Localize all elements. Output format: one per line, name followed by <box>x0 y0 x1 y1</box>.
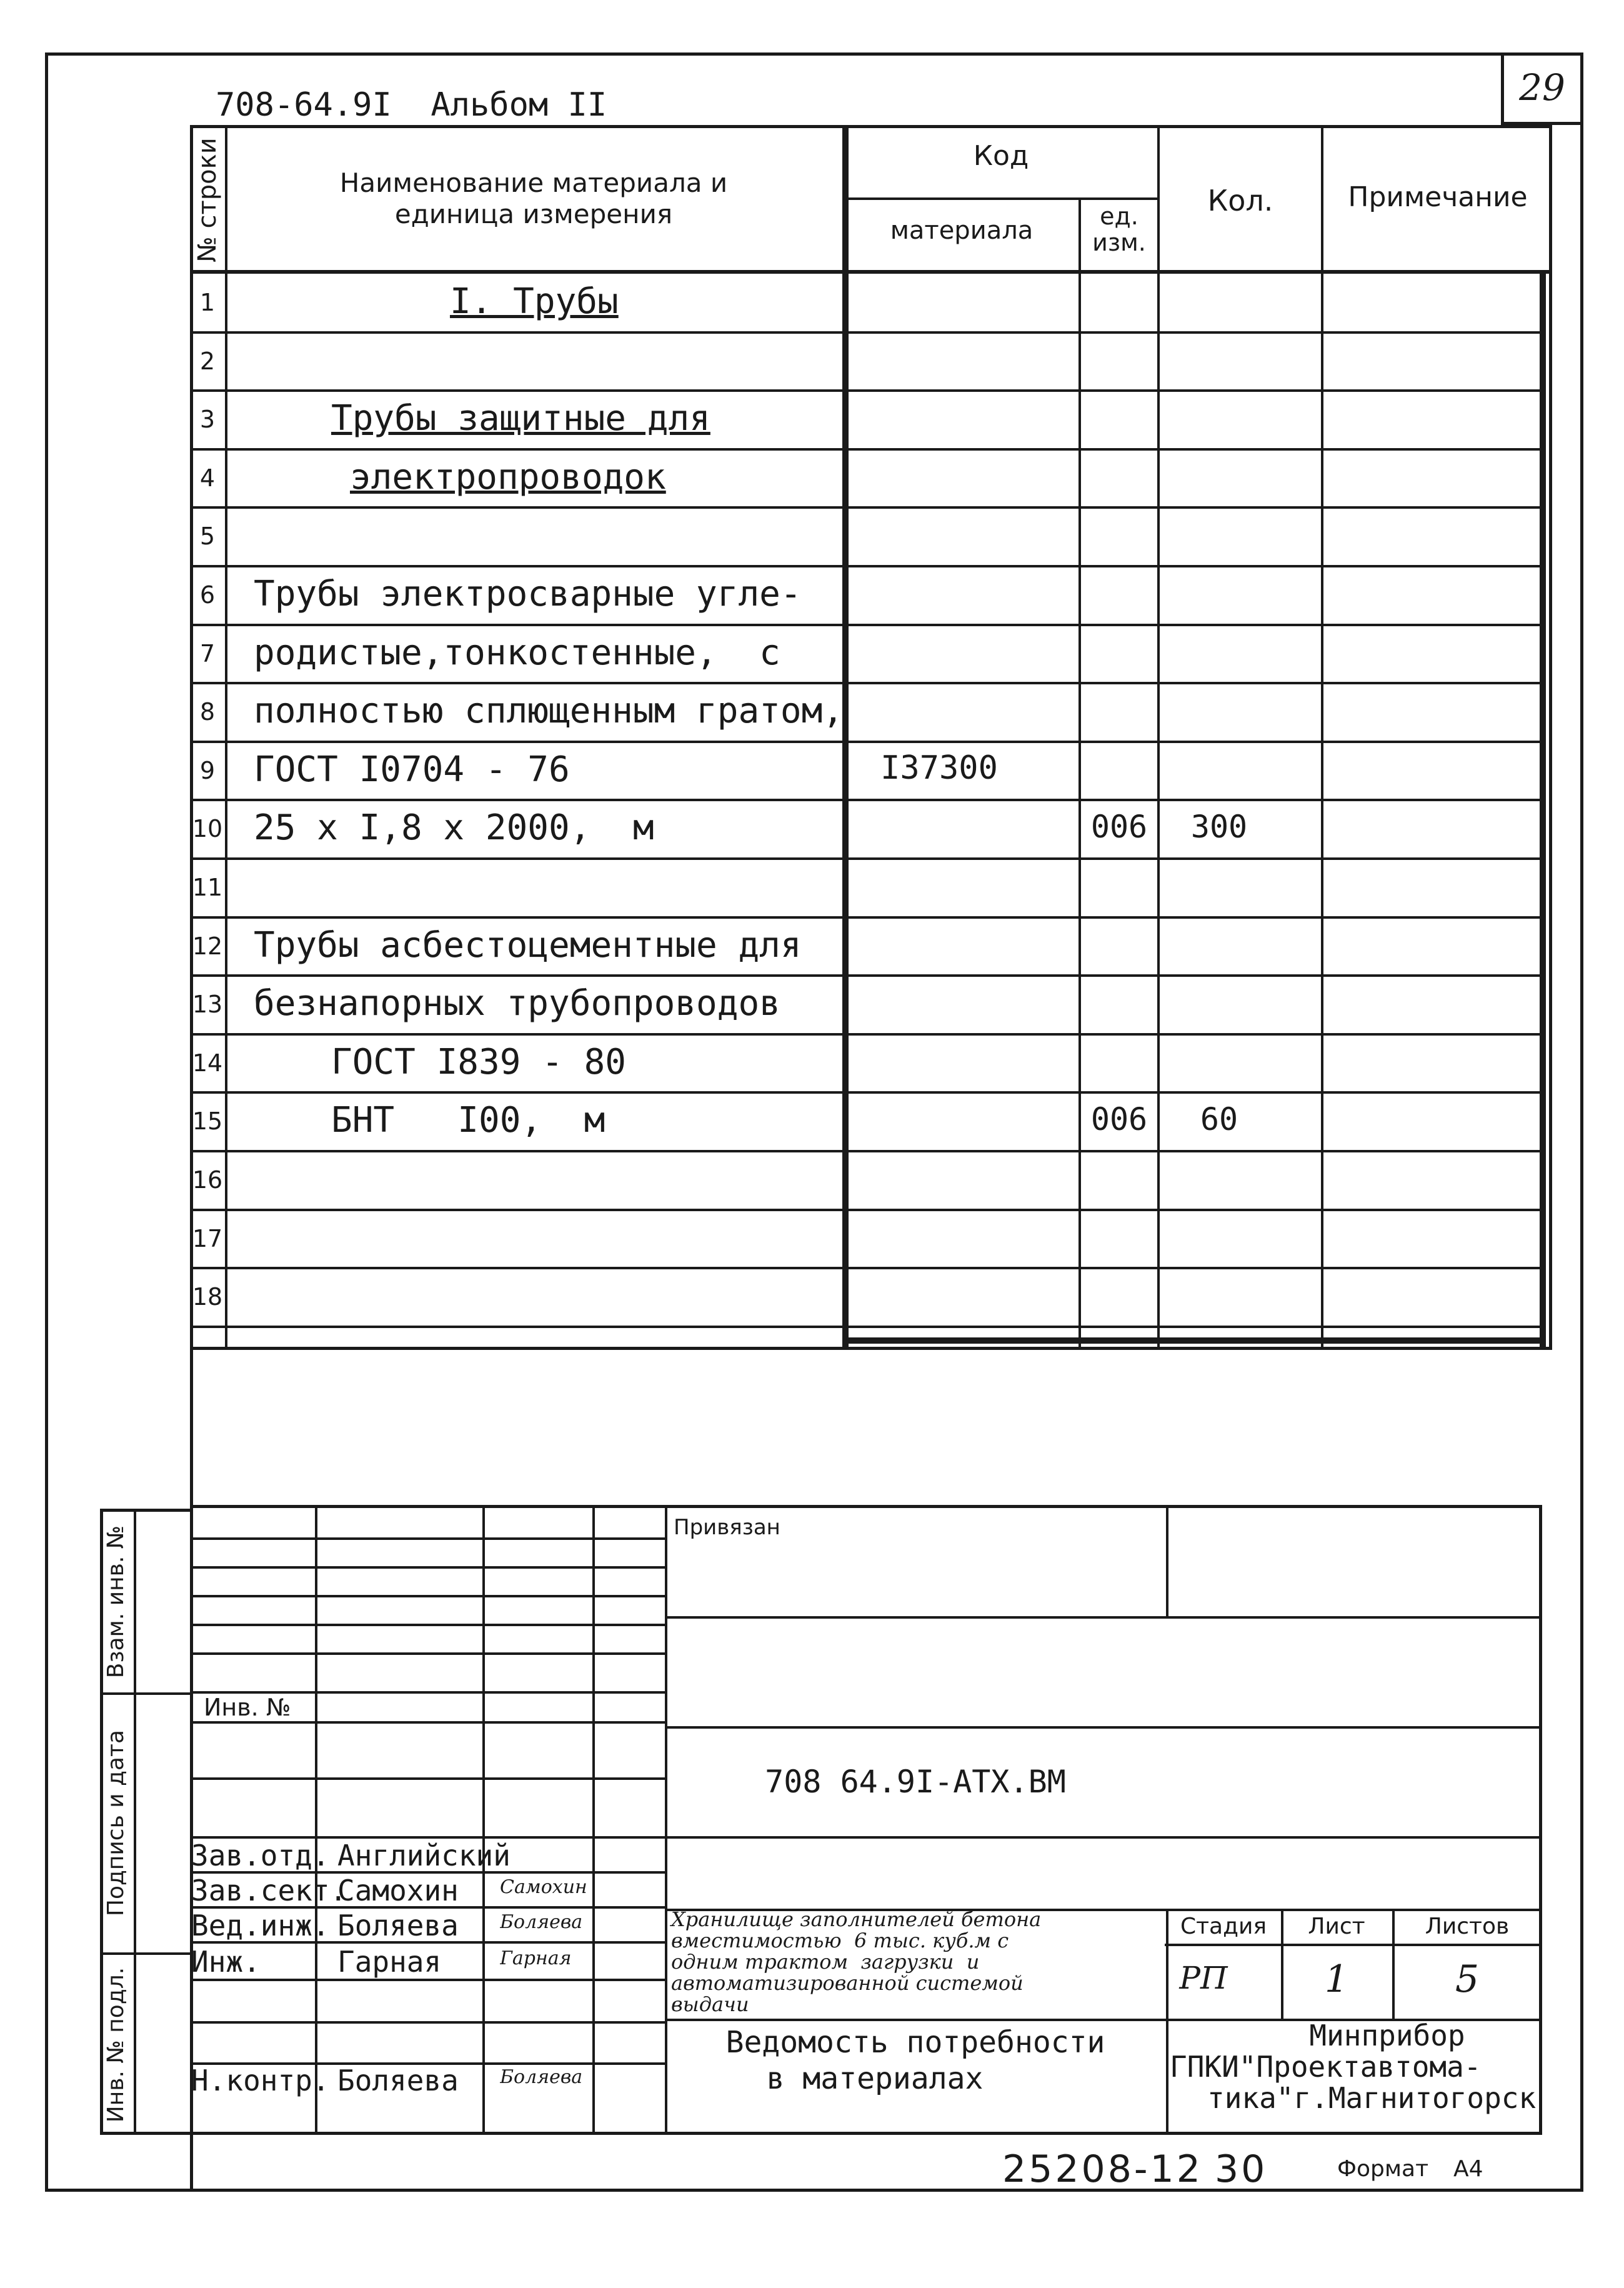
row-number: 13 <box>192 991 223 1019</box>
row-separator <box>190 916 1546 919</box>
row-number: 5 <box>199 522 216 551</box>
col-code-material: материала <box>890 216 1034 245</box>
row-text: безнапорных трубопроводов <box>254 983 780 1024</box>
signer-signature: Самохин <box>500 1876 587 1898</box>
document-header: 708-64.9I Альбом II <box>216 86 607 124</box>
row-text: 25 х I,8 х 2000, м <box>254 807 654 849</box>
row-separator <box>190 624 1546 626</box>
row-number: 6 <box>199 581 216 609</box>
row-separator <box>190 1209 1546 1211</box>
stamp-number-2: 30 <box>1215 2147 1268 2191</box>
row-separator <box>190 1033 1546 1036</box>
row-qty: 60 <box>1200 1101 1238 1138</box>
object-desc-l3: одним трактом загрузки и <box>671 1950 980 1974</box>
object-desc-l5: выдачи <box>671 1992 749 2016</box>
org-l1: Минприбор <box>1309 2019 1465 2052</box>
row-text: БНТ I00, м <box>331 1100 605 1141</box>
row-separator <box>190 1267 1546 1269</box>
org-l3: тика"г.Магнитогорск <box>1207 2081 1537 2115</box>
row-number: 1 <box>199 289 216 316</box>
row-material-code: I37300 <box>880 749 998 787</box>
row-number: 9 <box>199 756 216 784</box>
row-number: 11 <box>192 874 223 901</box>
object-desc-l1: Хранилище заполнителей бетона <box>671 1907 1042 1931</box>
row-number: 2 <box>199 347 216 375</box>
row-separator <box>190 1150 1546 1152</box>
row-number: 10 <box>192 815 223 843</box>
signer-signature: Гарная <box>500 1947 572 1969</box>
col-code-unit-l1: ед. <box>1100 202 1138 230</box>
side-podpis: Подпись и дата <box>103 1729 129 1917</box>
signer-name: Самохин <box>337 1874 459 1907</box>
row-number: 3 <box>199 406 216 434</box>
row-text: родистые,тонкостенные, с <box>254 632 780 673</box>
row-separator <box>190 331 1546 334</box>
org-l2: ГПКИ"Проектавтома- <box>1170 2050 1482 2084</box>
col-note: Примечание <box>1348 181 1528 213</box>
doc-title-l1: Ведомость потребности <box>725 2025 1105 2060</box>
object-desc-l2: вместимостью 6 тыс. куб.м с <box>671 1929 1009 1952</box>
col-code-unit-l2: изм. <box>1092 229 1146 256</box>
format-label: Формат <box>1337 2156 1429 2182</box>
signer-role: Инж. <box>191 1945 261 1979</box>
row-number: 17 <box>192 1224 223 1252</box>
row-separator <box>190 741 1546 743</box>
sheet-value: 1 <box>1324 1957 1349 2001</box>
signer-signature: Боляева <box>500 1911 583 1933</box>
row-separator <box>190 565 1546 567</box>
col-code: Код <box>973 140 1029 172</box>
doc-code: 708 64.9I-АТХ.ВМ <box>765 1764 1066 1800</box>
stamp-number: 25208-12 <box>1002 2147 1203 2191</box>
signer-role: Вед.инж. <box>191 1909 330 1942</box>
row-text: Трубы электросварные угле- <box>254 574 802 614</box>
stage-label: Стадия <box>1180 1914 1267 1939</box>
col-row-no: № строки <box>193 137 222 262</box>
signer-name: Гарная <box>337 1945 442 1979</box>
signer-name: Боляева <box>337 1909 459 1942</box>
row-separator <box>190 389 1546 392</box>
signer-name: Боляева <box>337 2064 459 2097</box>
signer-role: Зав.сект. <box>191 1874 347 1907</box>
sheet-number: 29 <box>1519 66 1565 109</box>
main-table <box>190 125 1552 1350</box>
row-separator <box>190 1091 1546 1094</box>
row-unit-code: 006 <box>1090 809 1148 846</box>
row-number: 16 <box>192 1166 223 1194</box>
col-name-line2: единица измерения <box>394 199 673 229</box>
row-text: Трубы защитные для <box>331 398 710 439</box>
sheets-value: 5 <box>1455 1957 1480 2001</box>
row-number: 12 <box>192 932 223 960</box>
row-separator <box>190 857 1546 860</box>
signer-role: Зав.отд. <box>191 1839 330 1872</box>
signer-role: Н.контр. <box>191 2064 330 2097</box>
signer-name: Английский <box>337 1839 511 1872</box>
row-qty: 300 <box>1190 809 1248 846</box>
row-text: I. Трубы <box>450 281 619 322</box>
row-separator <box>190 682 1546 684</box>
stage-value: РП <box>1179 1960 1228 1996</box>
row-number: 4 <box>199 464 216 492</box>
sheet-label: Лист <box>1308 1914 1365 1939</box>
row-number: 14 <box>192 1049 223 1077</box>
row-text: Трубы асбестоцементные для <box>254 924 802 966</box>
inv-no-label: Инв. № <box>204 1694 291 1721</box>
row-number: 18 <box>192 1283 223 1311</box>
row-text: полностью сплющенным гратом, <box>254 691 844 732</box>
format-value: А4 <box>1453 2156 1483 2182</box>
row-text: ГОСТ I839 - 80 <box>331 1041 627 1082</box>
col-qty: Кол. <box>1207 184 1273 217</box>
row-number: 15 <box>192 1107 223 1136</box>
sheets-label: Листов <box>1425 1914 1510 1939</box>
col-name-line1: Наименование материала и <box>339 167 728 198</box>
object-desc-l4: автоматизированной системой <box>671 1971 1024 1995</box>
row-separator <box>190 448 1546 451</box>
row-text: электропроводок <box>350 456 666 497</box>
side-inv-podl: Инв. № подл. <box>103 1967 129 2123</box>
privyazan-label: Привязан <box>674 1515 780 1540</box>
side-vzam: Взам. инв. № <box>103 1525 129 1679</box>
row-separator <box>190 506 1546 509</box>
row-number: 8 <box>199 698 216 726</box>
row-separator <box>190 799 1546 801</box>
row-text: ГОСТ I0704 - 76 <box>254 749 570 790</box>
row-unit-code: 006 <box>1090 1101 1148 1138</box>
row-number: 7 <box>199 639 216 667</box>
doc-title-l2: в материалах <box>766 2061 984 2096</box>
row-separator <box>190 1326 1546 1328</box>
signer-signature: Боляева <box>500 2066 583 2088</box>
row-separator <box>190 974 1546 977</box>
